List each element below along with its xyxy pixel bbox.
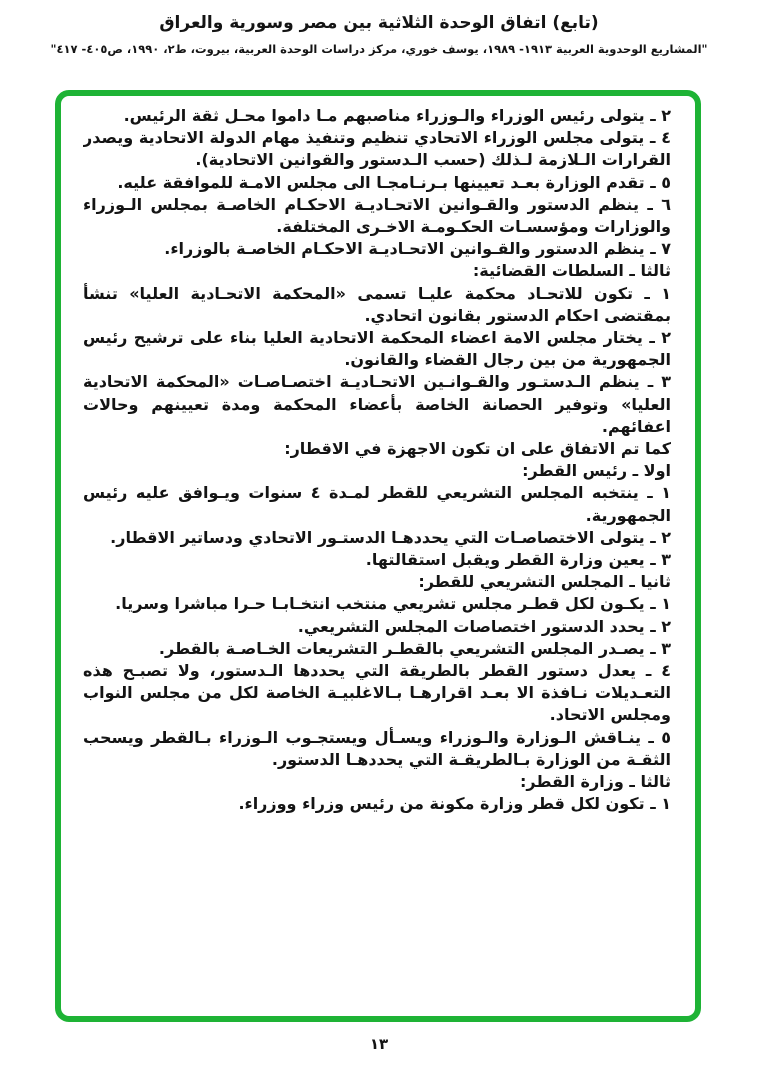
section-heading: ثانيا ـ المجلس التشريعي للقطر: bbox=[418, 572, 671, 592]
paragraph: ٧ ـ ينظم الدستور والقـوانين الاتحـاديـة الاحكـام الخاصـة بالوزراء. bbox=[164, 239, 671, 259]
section-heading: ثالثا ـ السلطات القضائية: bbox=[472, 261, 671, 281]
paragraph: ٥ ـ ينـاقش الـوزارة والـوزراء ويسـأل ويستجـوب الـوزراء بـالقطر ويسحب الثقـة من الوزارة بـالطريقـة التي يحددهـا الدستور. bbox=[83, 727, 671, 769]
source-citation: "المشاريع الوحدوية العربية ١٩١٣- ١٩٨٩، يوسف خوري، مركز دراسات الوحدة العربية، بيروت، ط٢، ١٩٩٠، ص٤٠٥- ٤١٧" bbox=[50, 42, 708, 56]
paragraph: ١ ـ ينتخبه المجلس التشريعي للقطر لمـدة ٤ سنوات ويـوافق عليه رئيس الجمهورية. bbox=[83, 483, 671, 525]
section-heading: ثالثا ـ وزارة القطر: bbox=[520, 772, 671, 792]
paragraph: ٤ ـ يعدل دستور القطر بالطريقة التي يحددها الـدستور، ولا تصبـح هذه التعـديلات نـافذة الا بعـد اقرارهـا بـالاغلبيـة الخاصة لكل من مجلس النواب ومجلس الاتحاد. bbox=[83, 661, 671, 725]
paragraph: ٣ ـ يعين وزارة القطر ويقبل استقالتها. bbox=[365, 550, 671, 570]
paragraph: ١ ـ تكون للاتحـاد محكمة عليـا تسمى «المحكمة الاتحـادية العليا» تنشأ بمقتضى احكام الدستور بقانون اتحادي. bbox=[83, 283, 671, 325]
paragraph: ٢ ـ يختار مجلس الامة اعضاء المحكمة الاتحادية العليا بناء على ترشيح رئيس الجمهورية من بين رجال القضاء والقانون. bbox=[83, 328, 671, 370]
paragraph: ١ ـ تكون لكل قطر وزارة مكونة من رئيس وزراء ووزراء. bbox=[238, 794, 671, 814]
paragraph: كما تم الاتفاق على ان تكون الاجهزة في الاقطار: bbox=[284, 439, 671, 459]
paragraph: ٣ ـ يصـدر المجلس التشريعي بالقطـر التشريعات الخـاصـة بالقطر. bbox=[158, 638, 671, 658]
page-footer bbox=[0, 1034, 758, 1053]
document-body bbox=[83, 105, 671, 1008]
paragraph: ١ ـ يكـون لكل قطـر مجلس تشريعي منتخب انتخـابـا حـرا مباشرا وسريا. bbox=[115, 594, 671, 614]
green-frame bbox=[55, 90, 701, 1022]
section-heading: اولا ـ رئيس القطر: bbox=[522, 461, 671, 481]
paragraph: ٦ ـ ينظم الدستور والقـوانين الاتحـاديـة الاحكـام الخاصـة بمجلس الـوزراء والوزارات ومؤسسـات الحكـومـة الاخـرى المختلفة. bbox=[83, 194, 671, 237]
paragraph: ٤ ـ يتولى مجلس الوزراء الاتحادي تنظيم وتنفيذ مهام الدولة الاتحادية ويصدر القرارات الـلازمة لـذلك (حسب الـدستور والقوانين الاتحادية). bbox=[83, 128, 671, 170]
page-number: ١٣ bbox=[369, 1035, 389, 1053]
page-header bbox=[0, 0, 758, 56]
paragraph: ٥ ـ تقدم الوزارة بعـد تعيينها بـرنـامجـا الى مجلس الامـة للموافقة عليه. bbox=[117, 172, 671, 192]
document-title: (تابع) اتفاق الوحدة الثلاثية بين مصر وسورية والعراق bbox=[159, 13, 599, 33]
paragraph: ٢ ـ يحدد الدستور اختصاصات المجلس التشريعي. bbox=[297, 616, 671, 636]
paragraph: ٣ ـ ينظم الـدستـور والقـوانـين الاتحـاديـة اختصـاصـات «المحكمة الاتحادية العليا» وتوفير الحصانة الخاصة بأعضاء المحكمة ومدة تعيينهم وحالات اعفائهم. bbox=[83, 372, 671, 436]
paragraph: ٢ ـ يتولى الاختصاصـات التي يحددهـا الدستـور الاتحادي ودساتير الاقطار. bbox=[110, 527, 671, 547]
paragraph: ٢ ـ يتولى رئيس الوزراء والـوزراء مناصبهم مـا داموا محـل ثقة الرئيس. bbox=[123, 106, 671, 125]
